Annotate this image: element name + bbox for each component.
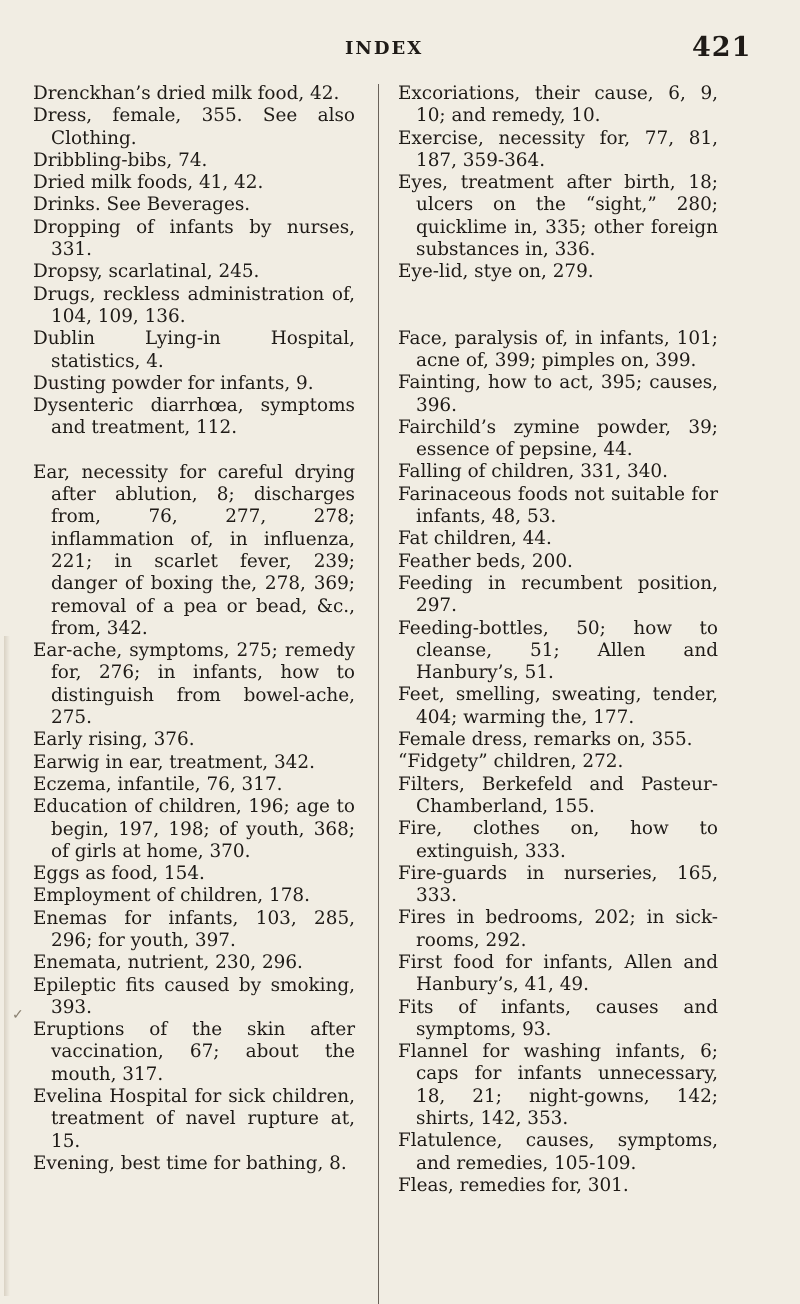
index-entry: Enemas for infants, 103, 285, 296; for youth, 397.	[33, 907, 355, 951]
index-entry: Drugs, reckless administration of, 104, 109, 136.	[33, 283, 355, 327]
index-entry: Excoriations, their cause, 6, 9, 10; and remedy, 10.	[398, 83, 718, 127]
index-entry: Ear, necessity for careful drying after ablution, 8; discharges from, 76, 277, 278; inflammation of, in influenza, 221; in scarlet fever, 239; danger of boxing the, 278, 369; removal of a pea or bead, &c., from, 342.	[33, 461, 355, 639]
index-entry: Drenckhan’s dried milk food, 42.	[33, 83, 340, 104]
index-entry: Ear-ache, symptoms, 275; remedy for, 276; in infants, how to distinguish from bowel-ache, 275.	[33, 640, 355, 729]
index-entry: Feather beds, 200.	[398, 550, 573, 572]
index-entry: Farinaceous foods not suitable for infants, 48, 53.	[398, 483, 718, 528]
stray-pencil-mark: ✓	[12, 1007, 24, 1023]
index-entry: Dried milk foods, 41, 42.	[33, 172, 264, 194]
index-entry: Flannel for washing infants, 6; caps for infants unnecessary, 18, 21; night-gowns, 142; shirts, 142, 353.	[398, 1041, 718, 1130]
index-entry: Feeding-bottles, 50; how to cleanse, 51; Allen and Hanbury’s, 51.	[398, 617, 718, 684]
index-column-right	[398, 83, 718, 1197]
index-entry: Dropping of infants by nurses, 331.	[33, 216, 355, 261]
index-entry: Fainting, how to act, 395; causes, 396.	[398, 372, 718, 416]
index-entry: Dribbling-bibs, 74.	[33, 149, 208, 171]
index-entry: Fits of infants, causes and symptoms, 93.	[398, 996, 718, 1040]
index-entry: Fat children, 44.	[398, 528, 552, 550]
index-entry: Eczema, infantile, 76, 317.	[33, 773, 283, 795]
index-entry: Exercise, necessity for, 77, 81, 187, 359-364.	[398, 127, 718, 171]
index-entry: Fires in bedrooms, 202; in sick-rooms, 292.	[398, 907, 718, 951]
index-entry: Fleas, remedies for, 301.	[398, 1174, 629, 1196]
index-entry: First food for infants, Allen and Hanbury’s, 41, 49.	[398, 951, 718, 996]
index-entry: Falling of children, 331, 340.	[398, 461, 668, 483]
index-entry: Dress, female, 355. See also Clothing.	[33, 105, 355, 149]
index-entry: Drinks. See Beverages.	[33, 194, 251, 216]
index-entry: Eruptions of the skin after vaccination, 67; about the mouth, 317.	[33, 1019, 355, 1085]
index-entry: Eyes, treatment after birth, 18; ulcers on the “sight,” 280; quicklime in, 335; other foreign substances in, 336.	[398, 172, 718, 261]
section-gap	[33, 440, 355, 462]
index-entry: Eye-lid, stye on, 279.	[398, 261, 594, 283]
index-entry: Female dress, remarks on, 355.	[398, 729, 693, 751]
index-entry: Evening, best time for bathing, 8.	[33, 1152, 347, 1174]
index-entry: Face, paralysis of, in infants, 101; acne of, 399; pimples on, 399.	[398, 327, 718, 371]
page-edge-shadow	[4, 636, 10, 1296]
index-entry: Fire-guards in nurseries, 165, 333.	[398, 862, 718, 907]
index-entry: Feet, smelling, sweating, tender, 404; warming the, 177.	[398, 684, 718, 728]
index-entry: Dusting powder for infants, 9.	[33, 372, 314, 394]
index-entry: “Fidgety” children, 272.	[398, 751, 624, 773]
index-entry: Eggs as food, 154.	[33, 863, 205, 885]
index-entry: Enemata, nutrient, 230, 296.	[33, 952, 303, 974]
index-entry: Evelina Hospital for sick children, treatment of navel rupture at, 15.	[33, 1086, 355, 1152]
index-entry: Employment of children, 178.	[33, 885, 310, 907]
page-header	[0, 32, 800, 78]
index-entry: Early rising, 376.	[33, 729, 195, 751]
column-divider	[378, 84, 379, 1304]
running-head: INDEX	[345, 38, 424, 59]
index-entry: Filters, Berkefeld and Pasteur-Chamberland, 155.	[398, 773, 718, 817]
index-column-left	[33, 83, 355, 1175]
index-entry: Fairchild’s zymine powder, 39; essence of pepsine, 44.	[398, 416, 718, 461]
index-entry: Flatulence, causes, symptoms, and remedies, 105-109.	[398, 1130, 718, 1174]
index-entry: Dysenteric diarrhœa, symptoms and treatment, 112.	[33, 395, 355, 439]
section-gap	[398, 284, 718, 328]
index-entry: Dropsy, scarlatinal, 245.	[33, 261, 260, 283]
index-entry: Fire, clothes on, how to extinguish, 333.	[398, 818, 718, 862]
page-number: 421	[692, 32, 752, 63]
index-entry: Education of children, 196; age to begin, 197, 198; of youth, 368; of girls at home, 370.	[33, 796, 355, 862]
index-entry: Feeding in recumbent position, 297.	[398, 572, 718, 617]
index-entry: Epileptic fits caused by smoking, 393.	[33, 974, 355, 1018]
index-entry: Dublin Lying-in Hospital, statistics, 4.	[33, 328, 355, 372]
index-entry: Earwig in ear, treatment, 342.	[33, 751, 315, 773]
